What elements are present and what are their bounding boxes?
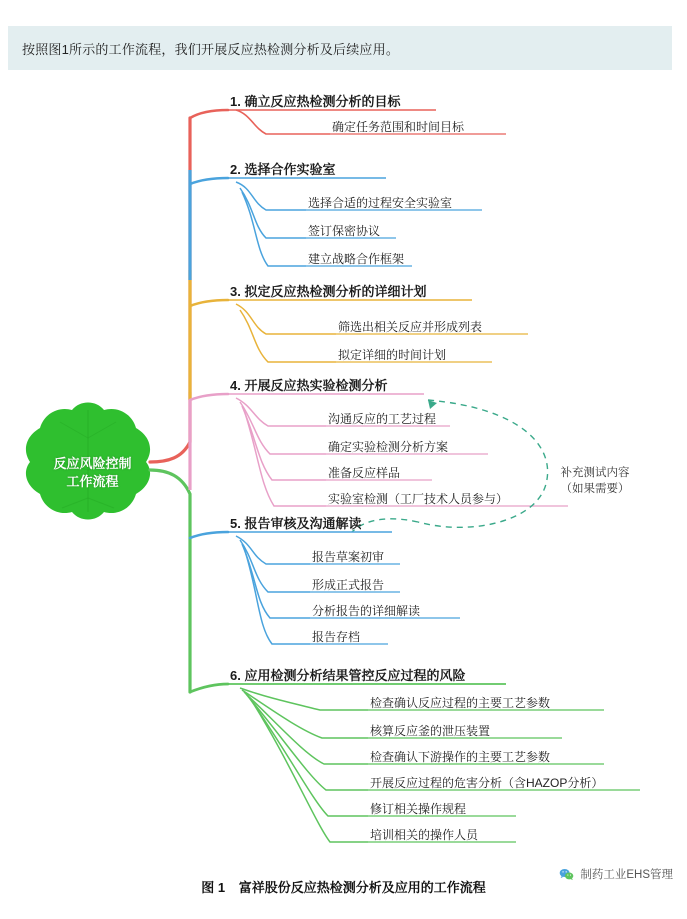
branch-6-child-4[interactable]: 开展反应过程的危害分析（含HAZOP分析）	[370, 776, 604, 790]
branch-4-child-4[interactable]: 实验室检测（工厂技术人员参与）	[328, 492, 509, 506]
mindmap-diagram	[0, 70, 687, 870]
branch-1-child-1[interactable]: 确定任务范围和时间目标	[332, 120, 465, 134]
branch-6-child-3[interactable]: 检查确认下游操作的主要工艺参数	[370, 750, 551, 764]
branch-5-child-1[interactable]: 报告草案初审	[312, 550, 385, 564]
branch-6-child-6[interactable]: 培训相关的操作人员	[370, 828, 479, 842]
root-label-line2: 工作流程	[66, 473, 119, 489]
root-node-label	[30, 455, 155, 490]
branch-5-child-2[interactable]: 形成正式报告	[312, 578, 385, 592]
branch-6-label[interactable]: 6. 应用检测分析结果管控反应过程的风险	[230, 668, 466, 683]
branch-4-label[interactable]: 4. 开展反应热实验检测分析	[230, 378, 388, 393]
branch-2-label[interactable]: 2. 选择合作实验室	[230, 162, 336, 177]
branch-3-label[interactable]: 3. 拟定反应热检测分析的详细计划	[230, 284, 427, 299]
annotation-note	[540, 465, 650, 497]
wechat-account-name: 制药工业EHS管理	[580, 869, 673, 881]
figure-caption-text: 富祥股份反应热检测分析及应用的工作流程	[238, 880, 486, 895]
figure-caption	[0, 877, 687, 896]
branch-6-child-1[interactable]: 检查确认反应过程的主要工艺参数	[370, 696, 551, 710]
annotation-line-1: 补充测试内容	[560, 467, 630, 479]
branch-2-child-1[interactable]: 选择合适的过程安全实验室	[308, 196, 453, 210]
branch-4-child-1[interactable]: 沟通反应的工艺过程	[328, 412, 437, 426]
branch-1-label[interactable]: 1. 确立反应热检测分析的目标	[230, 94, 401, 109]
branch-3-child-2[interactable]: 拟定详细的时间计划	[338, 348, 447, 362]
branch-5-label[interactable]: 5. 报告审核及沟通解读	[230, 516, 362, 531]
intro-banner	[8, 26, 672, 70]
branch-5-child-4[interactable]: 报告存档	[312, 630, 361, 644]
figure-number: 图 1	[201, 880, 226, 895]
branch-2-child-2[interactable]: 签订保密协议	[308, 224, 381, 238]
branch-4-child-3[interactable]: 准备反应样品	[328, 466, 401, 480]
annotation-line-2: （如果需要）	[560, 483, 630, 496]
branch-6-child-5[interactable]: 修订相关操作规程	[370, 802, 467, 816]
branch-3-child-1[interactable]: 筛选出相关反应并形成列表	[338, 320, 483, 334]
branch-4-child-2[interactable]: 确定实验检测分析方案	[328, 440, 449, 454]
branch-2-child-3[interactable]: 建立战略合作框架	[308, 252, 405, 266]
root-label-line1: 反应风险控制	[53, 456, 132, 471]
branch-5-child-3[interactable]: 分析报告的详细解读	[312, 604, 421, 618]
intro-text: 按照图1所示的工作流程，我们开展反应热检测分析及后续应用。	[22, 41, 400, 57]
branch-6-child-2[interactable]: 核算反应釜的泄压装置	[370, 724, 491, 738]
